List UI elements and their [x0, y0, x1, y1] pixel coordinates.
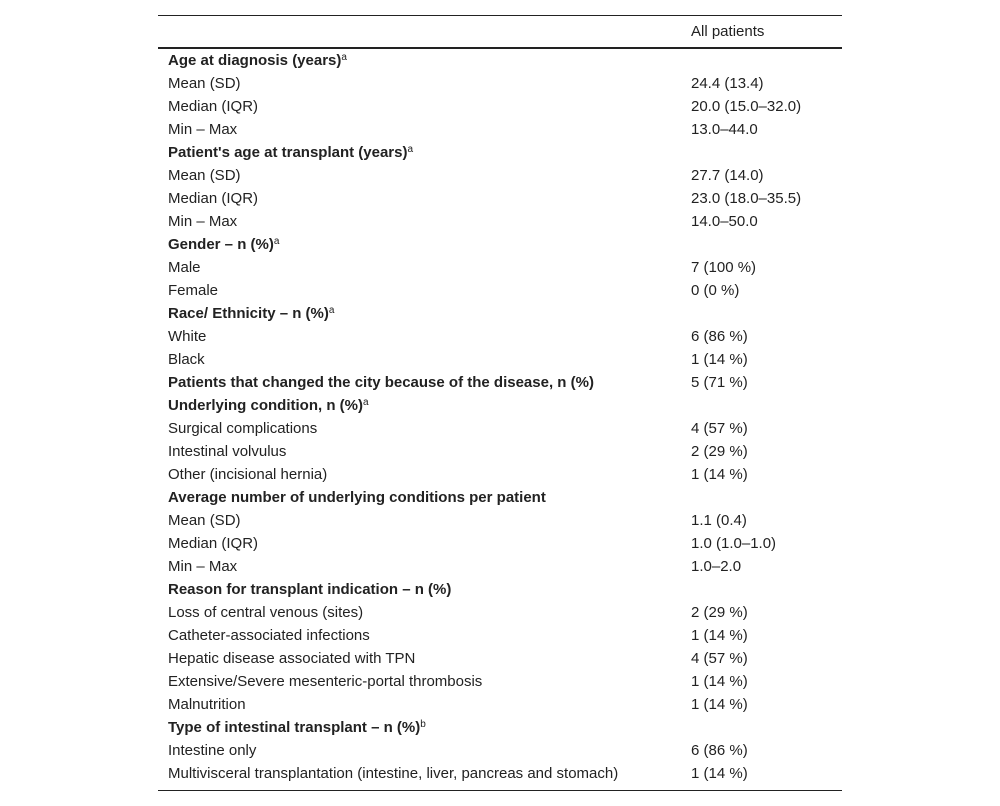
row-label-text: Median (IQR)	[168, 190, 259, 207]
row-label	[168, 558, 237, 575]
row-label	[168, 673, 482, 690]
row-label-text: Malnutrition	[168, 696, 246, 713]
table-header-row	[158, 16, 842, 47]
row-label-text: Catheter-associated infections	[168, 627, 370, 644]
row-label-text: Gender – n (%)	[168, 236, 274, 253]
section-heading-label	[168, 719, 426, 736]
row-label	[168, 696, 246, 713]
row-label	[168, 167, 241, 184]
row-value: 1 (14 %)	[691, 627, 748, 644]
row-label-text: Average number of underlying conditions per patient	[168, 489, 546, 506]
section-heading-label	[168, 52, 347, 69]
table-row	[158, 532, 842, 555]
row-label-text: Patients that changed the city because of the disease, n (%)	[168, 374, 594, 391]
table-section-heading-row	[158, 716, 842, 739]
footnote-marker: a	[273, 236, 280, 247]
table-row	[158, 279, 842, 302]
row-label	[168, 98, 258, 115]
table-row	[158, 72, 842, 95]
row-label-text: Type of intestinal transplant – n (%)	[168, 719, 421, 736]
column-header-all-patients: All patients	[691, 23, 765, 40]
row-label-text: Intestinal volvulus	[168, 443, 287, 460]
table-row	[158, 647, 842, 670]
row-label-text: Underlying condition, n (%)	[168, 397, 363, 414]
row-label-text: Intestine only	[168, 742, 257, 759]
row-label-text: Black	[168, 351, 205, 368]
table-row	[158, 210, 842, 233]
section-heading-label	[168, 489, 546, 506]
table-row	[158, 348, 842, 371]
footnote-marker: a	[407, 144, 414, 155]
row-label-text: Multivisceral transplantation (intestine, liver, pancreas and stomach)	[168, 765, 619, 782]
table-row	[158, 624, 842, 647]
row-value: 14.0–50.0	[691, 213, 758, 230]
table-row	[158, 256, 842, 279]
table-row	[158, 739, 842, 762]
footnote-marker: a	[328, 305, 335, 316]
row-value: 2 (29 %)	[691, 443, 748, 460]
row-value: 1.0–2.0	[691, 558, 742, 575]
row-label	[168, 466, 327, 483]
row-value: 27.7 (14.0)	[691, 167, 764, 184]
row-label-text: Min – Max	[168, 558, 238, 575]
table-row	[158, 463, 842, 486]
table-section-heading-row	[158, 578, 842, 601]
row-value: 0 (0 %)	[691, 282, 740, 299]
row-label	[168, 650, 415, 667]
row-label-text: Median (IQR)	[168, 98, 259, 115]
section-heading-label	[168, 581, 451, 598]
table-row	[158, 118, 842, 141]
row-label-text: Min – Max	[168, 213, 238, 230]
table-row	[158, 325, 842, 348]
table-row	[158, 417, 842, 440]
row-value: 24.4 (13.4)	[691, 75, 764, 92]
table-body	[158, 49, 842, 785]
row-value: 13.0–44.0	[691, 121, 758, 138]
row-label	[168, 420, 317, 437]
row-value: 1 (14 %)	[691, 696, 748, 713]
row-label	[168, 443, 286, 460]
section-heading-label	[168, 397, 369, 414]
row-value: 1.1 (0.4)	[691, 512, 747, 529]
section-heading-label	[168, 236, 279, 253]
row-label-text: Reason for transplant indication – n (%)	[168, 581, 452, 598]
row-value: 1 (14 %)	[691, 673, 748, 690]
table-row	[158, 509, 842, 532]
section-heading-label	[168, 305, 334, 322]
row-value: 20.0 (15.0–32.0)	[691, 98, 802, 115]
row-label-text: Race/ Ethnicity – n (%)	[168, 305, 329, 322]
row-label-text: Extensive/Severe mesenteric-portal thrombosis	[168, 673, 483, 690]
row-value: 4 (57 %)	[691, 650, 748, 667]
row-value: 1 (14 %)	[691, 765, 748, 782]
row-label	[168, 535, 258, 552]
table-row	[158, 693, 842, 716]
row-value: 2 (29 %)	[691, 604, 748, 621]
table-row	[158, 187, 842, 210]
row-label	[168, 328, 206, 345]
row-label	[168, 512, 241, 529]
table-section-heading-row	[158, 49, 842, 72]
row-label-text: Male	[168, 259, 201, 276]
row-value: 5 (71 %)	[691, 374, 748, 391]
row-label-text: Female	[168, 282, 219, 299]
row-value: 1 (14 %)	[691, 466, 748, 483]
table-section-heading-row	[158, 371, 842, 394]
patient-characteristics-table	[158, 15, 842, 791]
row-label-text: Mean (SD)	[168, 512, 241, 529]
table-row	[158, 762, 842, 785]
row-label	[168, 351, 205, 368]
row-label	[168, 627, 370, 644]
table-section-heading-row	[158, 233, 842, 256]
section-heading-label	[168, 144, 413, 161]
row-value: 23.0 (18.0–35.5)	[691, 190, 802, 207]
row-label-text: Mean (SD)	[168, 75, 241, 92]
row-value: 7 (100 %)	[691, 259, 757, 276]
table-section-heading-row	[158, 302, 842, 325]
table-row	[158, 601, 842, 624]
row-label-text: Surgical complications	[168, 420, 318, 437]
row-label-text: Other (incisional hernia)	[168, 466, 328, 483]
row-label-text: Min – Max	[168, 121, 238, 138]
table-row	[158, 95, 842, 118]
table-section-heading-row	[158, 394, 842, 417]
footnote-marker: a	[341, 52, 347, 63]
table-row	[158, 670, 842, 693]
footnote-marker: b	[420, 719, 426, 730]
row-label-text: Age at diagnosis (years)	[168, 52, 342, 69]
row-label	[168, 282, 218, 299]
row-value: 1.0 (1.0–1.0)	[691, 535, 777, 552]
table-row	[158, 440, 842, 463]
row-label	[168, 121, 237, 138]
section-heading-label	[168, 374, 594, 391]
row-value: 6 (86 %)	[691, 742, 748, 759]
row-label-text: Median (IQR)	[168, 535, 259, 552]
row-label-text: Patient's age at transplant (years)	[168, 144, 408, 161]
table-section-heading-row	[158, 141, 842, 164]
table-row	[158, 164, 842, 187]
row-label	[168, 604, 363, 621]
row-label	[168, 213, 237, 230]
row-label-text: Loss of central venous (sites)	[168, 604, 364, 621]
table-row	[158, 555, 842, 578]
table-section-heading-row	[158, 486, 842, 509]
row-label	[168, 75, 241, 92]
row-label-text: Mean (SD)	[168, 167, 241, 184]
row-label	[168, 742, 256, 759]
row-label-text: Hepatic disease associated with TPN	[168, 650, 416, 667]
table-bottom-rule	[158, 790, 842, 791]
row-value: 4 (57 %)	[691, 420, 748, 437]
row-label	[168, 765, 618, 782]
row-value: 6 (86 %)	[691, 328, 748, 345]
row-label	[168, 190, 258, 207]
footnote-marker: a	[363, 397, 369, 408]
row-label-text: White	[168, 328, 207, 345]
row-value: 1 (14 %)	[691, 351, 748, 368]
row-label	[168, 259, 201, 276]
